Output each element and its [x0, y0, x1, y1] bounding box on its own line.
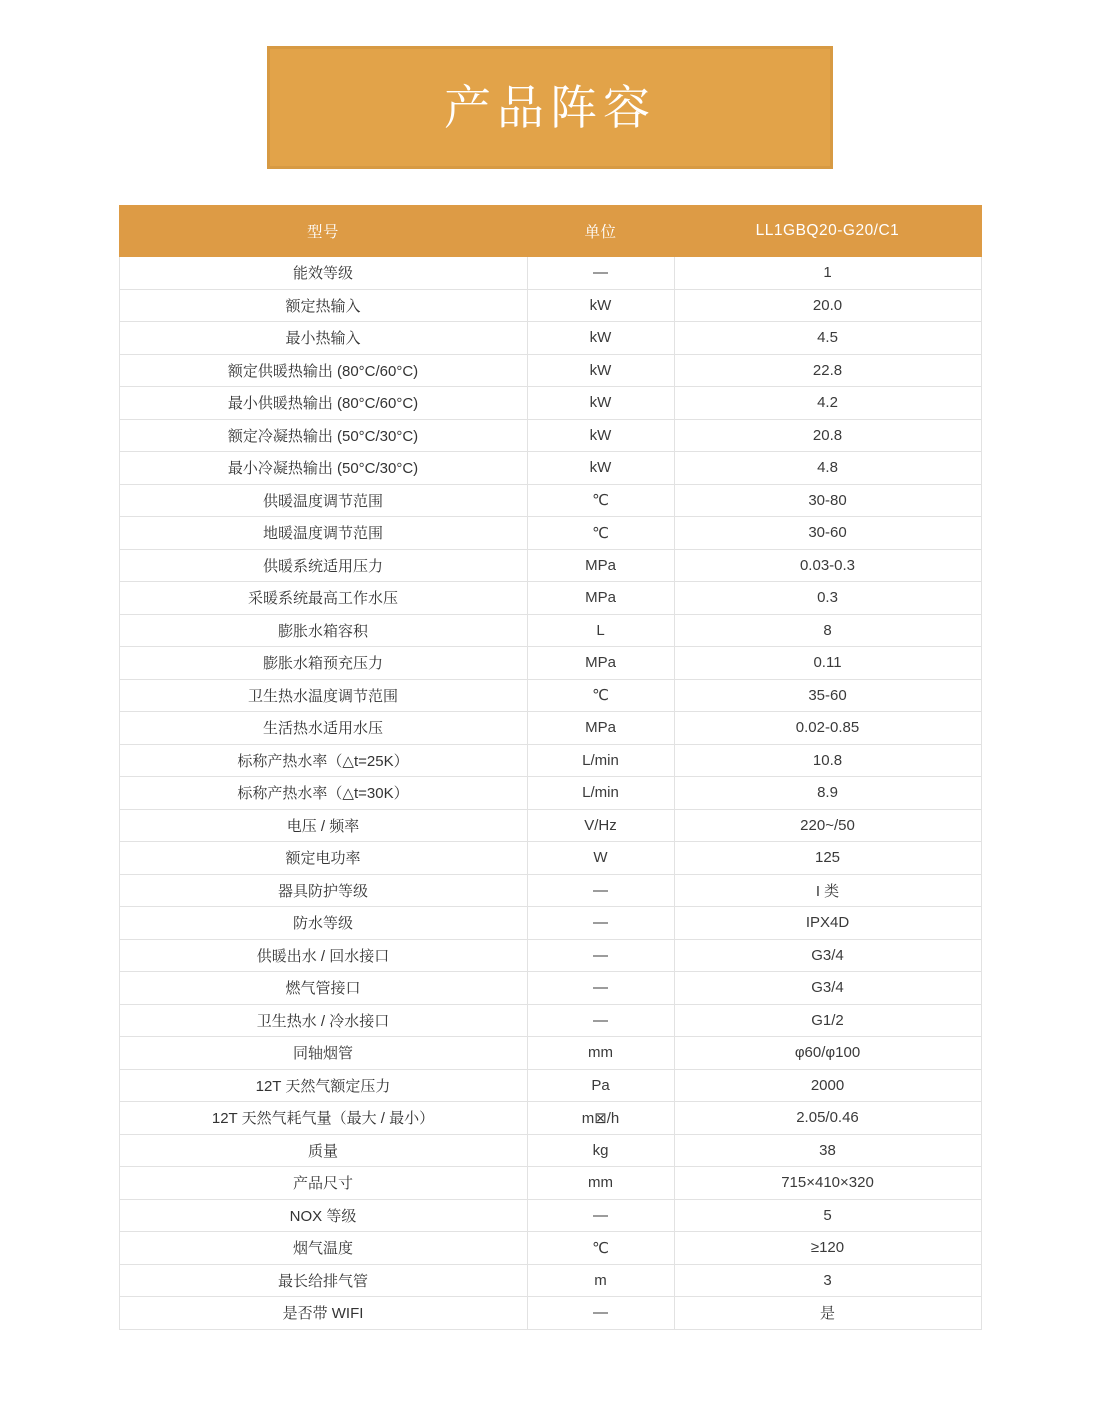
cell-parameter: 最小热输入 — [119, 322, 527, 355]
cell-parameter: 额定供暖热输出 (80°C/60°C) — [119, 354, 527, 387]
cell-value: 2000 — [674, 1069, 981, 1102]
table-row — [119, 322, 981, 355]
cell-value: 30-60 — [674, 517, 981, 550]
cell-parameter: 供暖温度调节范围 — [119, 484, 527, 517]
header-model: 型号 — [119, 206, 527, 257]
table-row — [119, 647, 981, 680]
cell-unit: L — [527, 614, 674, 647]
cell-value: 20.0 — [674, 289, 981, 322]
cell-unit: — — [527, 907, 674, 940]
table-row — [119, 614, 981, 647]
cell-parameter: 供暖系统适用压力 — [119, 549, 527, 582]
cell-unit: kW — [527, 387, 674, 420]
table-row — [119, 1199, 981, 1232]
cell-parameter: 膨胀水箱预充压力 — [119, 647, 527, 680]
cell-parameter: 额定冷凝热输出 (50°C/30°C) — [119, 419, 527, 452]
cell-unit: MPa — [527, 582, 674, 615]
cell-unit: mm — [527, 1037, 674, 1070]
table-row — [119, 907, 981, 940]
cell-value: 35-60 — [674, 679, 981, 712]
spec-table-container — [0, 205, 1100, 1330]
cell-value: 0.3 — [674, 582, 981, 615]
cell-unit: — — [527, 1004, 674, 1037]
cell-parameter: 烟气温度 — [119, 1232, 527, 1265]
cell-value: φ60/φ100 — [674, 1037, 981, 1070]
cell-parameter: 额定电功率 — [119, 842, 527, 875]
table-row — [119, 419, 981, 452]
cell-parameter: 卫生热水 / 冷水接口 — [119, 1004, 527, 1037]
cell-unit: MPa — [527, 712, 674, 745]
table-row — [119, 387, 981, 420]
table-row — [119, 1037, 981, 1070]
cell-value: 10.8 — [674, 744, 981, 777]
table-row — [119, 289, 981, 322]
cell-unit: L/min — [527, 777, 674, 810]
table-row — [119, 1232, 981, 1265]
cell-parameter: 额定热输入 — [119, 289, 527, 322]
cell-unit: ℃ — [527, 1232, 674, 1265]
table-row — [119, 809, 981, 842]
cell-value: G3/4 — [674, 972, 981, 1005]
cell-value: 125 — [674, 842, 981, 875]
cell-value: G1/2 — [674, 1004, 981, 1037]
cell-parameter: NOX 等级 — [119, 1199, 527, 1232]
table-row — [119, 257, 981, 290]
cell-value: 20.8 — [674, 419, 981, 452]
spec-table-body — [119, 257, 981, 1330]
table-row — [119, 939, 981, 972]
cell-unit: kW — [527, 289, 674, 322]
cell-unit: m⊠/h — [527, 1102, 674, 1135]
cell-value: 220~/50 — [674, 809, 981, 842]
cell-parameter: 同轴烟管 — [119, 1037, 527, 1070]
table-row — [119, 744, 981, 777]
cell-unit: ℃ — [527, 517, 674, 550]
table-row — [119, 972, 981, 1005]
table-row — [119, 842, 981, 875]
cell-unit: kg — [527, 1134, 674, 1167]
cell-parameter: 最小冷凝热输出 (50°C/30°C) — [119, 452, 527, 485]
table-row — [119, 874, 981, 907]
cell-parameter: 能效等级 — [119, 257, 527, 290]
cell-unit: L/min — [527, 744, 674, 777]
cell-value: 4.5 — [674, 322, 981, 355]
cell-parameter: 卫生热水温度调节范围 — [119, 679, 527, 712]
cell-value: 是 — [674, 1297, 981, 1330]
table-row — [119, 517, 981, 550]
table-row — [119, 549, 981, 582]
cell-value: 5 — [674, 1199, 981, 1232]
table-row — [119, 1264, 981, 1297]
cell-value: 8.9 — [674, 777, 981, 810]
table-row — [119, 777, 981, 810]
cell-parameter: 膨胀水箱容积 — [119, 614, 527, 647]
cell-parameter: 是否带 WIFI — [119, 1297, 527, 1330]
cell-value: 0.02-0.85 — [674, 712, 981, 745]
cell-value: 4.2 — [674, 387, 981, 420]
cell-unit: V/Hz — [527, 809, 674, 842]
title-banner — [267, 46, 833, 169]
cell-value: IPX4D — [674, 907, 981, 940]
cell-value: 4.8 — [674, 452, 981, 485]
cell-value: 1 — [674, 257, 981, 290]
cell-unit: — — [527, 1199, 674, 1232]
cell-parameter: 电压 / 频率 — [119, 809, 527, 842]
cell-unit: mm — [527, 1167, 674, 1200]
cell-unit: kW — [527, 354, 674, 387]
cell-value: 30-80 — [674, 484, 981, 517]
cell-parameter: 标称产热水率（△t=30K） — [119, 777, 527, 810]
table-row — [119, 452, 981, 485]
table-row — [119, 679, 981, 712]
cell-value: ≥120 — [674, 1232, 981, 1265]
cell-value: 0.11 — [674, 647, 981, 680]
cell-parameter: 12T 天然气耗气量（最大 / 最小） — [119, 1102, 527, 1135]
cell-parameter: 12T 天然气额定压力 — [119, 1069, 527, 1102]
banner-container — [0, 0, 1100, 169]
cell-unit: — — [527, 874, 674, 907]
table-row — [119, 582, 981, 615]
cell-parameter: 标称产热水率（△t=25K） — [119, 744, 527, 777]
table-row — [119, 712, 981, 745]
cell-parameter: 燃气管接口 — [119, 972, 527, 1005]
table-row — [119, 1167, 981, 1200]
cell-parameter: 生活热水适用水压 — [119, 712, 527, 745]
cell-unit: — — [527, 257, 674, 290]
cell-value: 0.03-0.3 — [674, 549, 981, 582]
cell-unit: MPa — [527, 549, 674, 582]
table-row — [119, 1134, 981, 1167]
cell-unit: m — [527, 1264, 674, 1297]
table-row — [119, 1102, 981, 1135]
cell-unit: ℃ — [527, 679, 674, 712]
cell-unit: kW — [527, 419, 674, 452]
table-row — [119, 1069, 981, 1102]
cell-parameter: 器具防护等级 — [119, 874, 527, 907]
cell-parameter: 供暖出水 / 回水接口 — [119, 939, 527, 972]
cell-unit: — — [527, 1297, 674, 1330]
cell-value: 22.8 — [674, 354, 981, 387]
table-row — [119, 484, 981, 517]
cell-unit: — — [527, 939, 674, 972]
cell-unit: MPa — [527, 647, 674, 680]
table-row — [119, 354, 981, 387]
table-header-row — [119, 206, 981, 257]
cell-value: 38 — [674, 1134, 981, 1167]
cell-value: 715×410×320 — [674, 1167, 981, 1200]
table-row — [119, 1004, 981, 1037]
spec-table — [119, 205, 982, 1330]
cell-unit: kW — [527, 322, 674, 355]
cell-value: 8 — [674, 614, 981, 647]
table-row — [119, 1297, 981, 1330]
cell-value: I 类 — [674, 874, 981, 907]
page-title: 产品阵容 — [444, 81, 656, 134]
cell-parameter: 质量 — [119, 1134, 527, 1167]
cell-value: 2.05/0.46 — [674, 1102, 981, 1135]
cell-value: 3 — [674, 1264, 981, 1297]
cell-value: G3/4 — [674, 939, 981, 972]
cell-parameter: 产品尺寸 — [119, 1167, 527, 1200]
header-unit: 单位 — [527, 206, 674, 257]
cell-unit: kW — [527, 452, 674, 485]
cell-parameter: 最长给排气管 — [119, 1264, 527, 1297]
cell-unit: — — [527, 972, 674, 1005]
header-value: LL1GBQ20-G20/C1 — [674, 206, 981, 257]
cell-unit: W — [527, 842, 674, 875]
cell-parameter: 采暖系统最高工作水压 — [119, 582, 527, 615]
cell-unit: Pa — [527, 1069, 674, 1102]
cell-parameter: 地暖温度调节范围 — [119, 517, 527, 550]
cell-unit: ℃ — [527, 484, 674, 517]
cell-parameter: 最小供暖热输出 (80°C/60°C) — [119, 387, 527, 420]
cell-parameter: 防水等级 — [119, 907, 527, 940]
spec-table-head — [119, 206, 981, 257]
